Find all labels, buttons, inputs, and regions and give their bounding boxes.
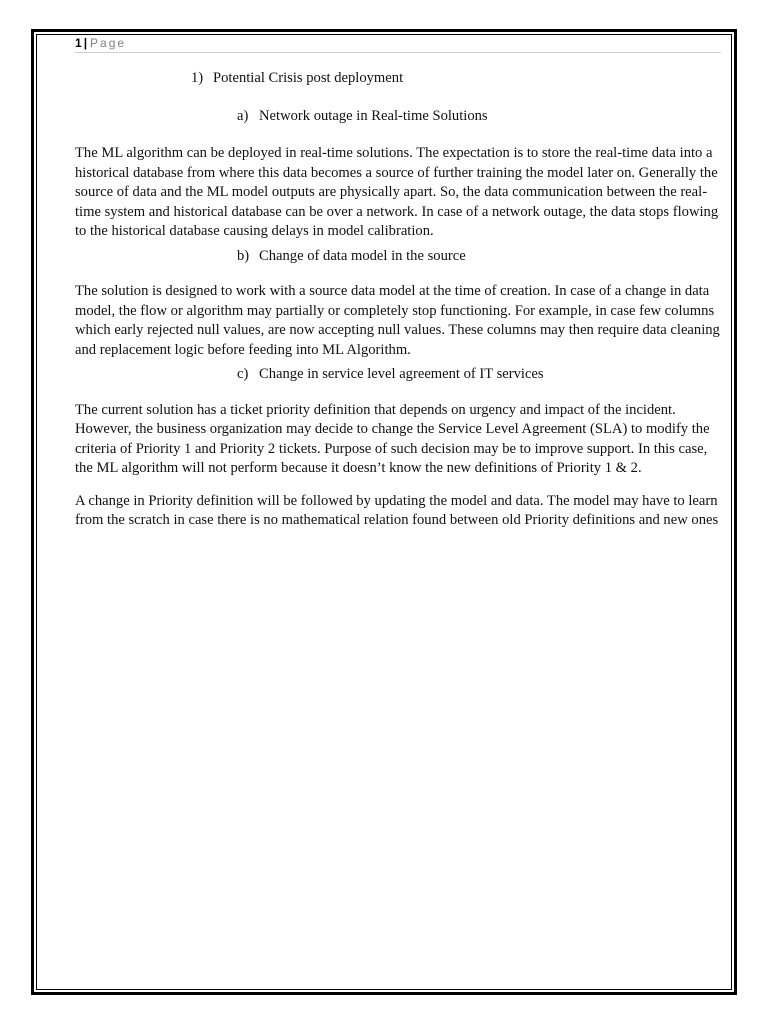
section-title: Potential Crisis post deployment	[213, 70, 404, 86]
page-number: 1	[75, 36, 82, 50]
header-separator: |	[83, 36, 88, 50]
subsection-b-marker: b)	[237, 247, 250, 264]
subsection-a-paragraph: The ML algorithm can be deployed in real-time solutions. The expectation is to store the real-time data into a historical database from where this data becomes a source of further training the model later on. Generally the source of data and the ML model outputs are physically apart. So, the data communication between the real-time system and historical database can be over a network. In case of a network outage, the data stops flowing to the historical database causing delays in model calibration.	[75, 145, 719, 239]
subsection-a-marker: a)	[237, 107, 249, 124]
section-number: 1)	[191, 70, 204, 86]
subsection-c-paragraph-1: The current solution has a ticket priority definition that depends on urgency and impact of the incident. However, the business organization may decide to change the Service Level Agreement (SLA) to modify the criteria of Priority 1 and Priority 2 tickets. Purpose of such decision may be to improve support. In this case, the ML algorithm will not perform because it doesn’t know the new definitions of Priority 1 & 2.	[75, 401, 710, 476]
document-body	[75, 60, 721, 531]
subsection-a-title: Network outage in Real-time Solutions	[259, 107, 488, 124]
page-header	[75, 35, 721, 53]
section-heading	[191, 69, 721, 89]
subsection-c-title: Change in service level agreement of IT services	[259, 366, 544, 382]
subsection-b-paragraph: The solution is designed to work with a source data model at the time of creation. In case of a change in data model, the flow or algorithm may partially or completely stop functioning. For example, in case few columns which early rejected null values, are now accepting null values. These columns may then require data cleaning and replacement logic before feeding into ML Algorithm.	[75, 283, 720, 358]
subsection-b-heading	[237, 247, 721, 267]
subsection-c-heading	[237, 365, 721, 385]
subsection-c-paragraph-2: A change in Priority definition will be followed by updating the model and data. The model may have to learn from the scratch in case there is no mathematical relation found between old Priority definitions and new ones	[75, 492, 719, 528]
subsection-a-heading	[237, 107, 721, 127]
page-label: Page	[90, 36, 127, 50]
subsection-b-title: Change of data model in the source	[259, 247, 466, 264]
subsection-c-marker: c)	[237, 366, 249, 382]
